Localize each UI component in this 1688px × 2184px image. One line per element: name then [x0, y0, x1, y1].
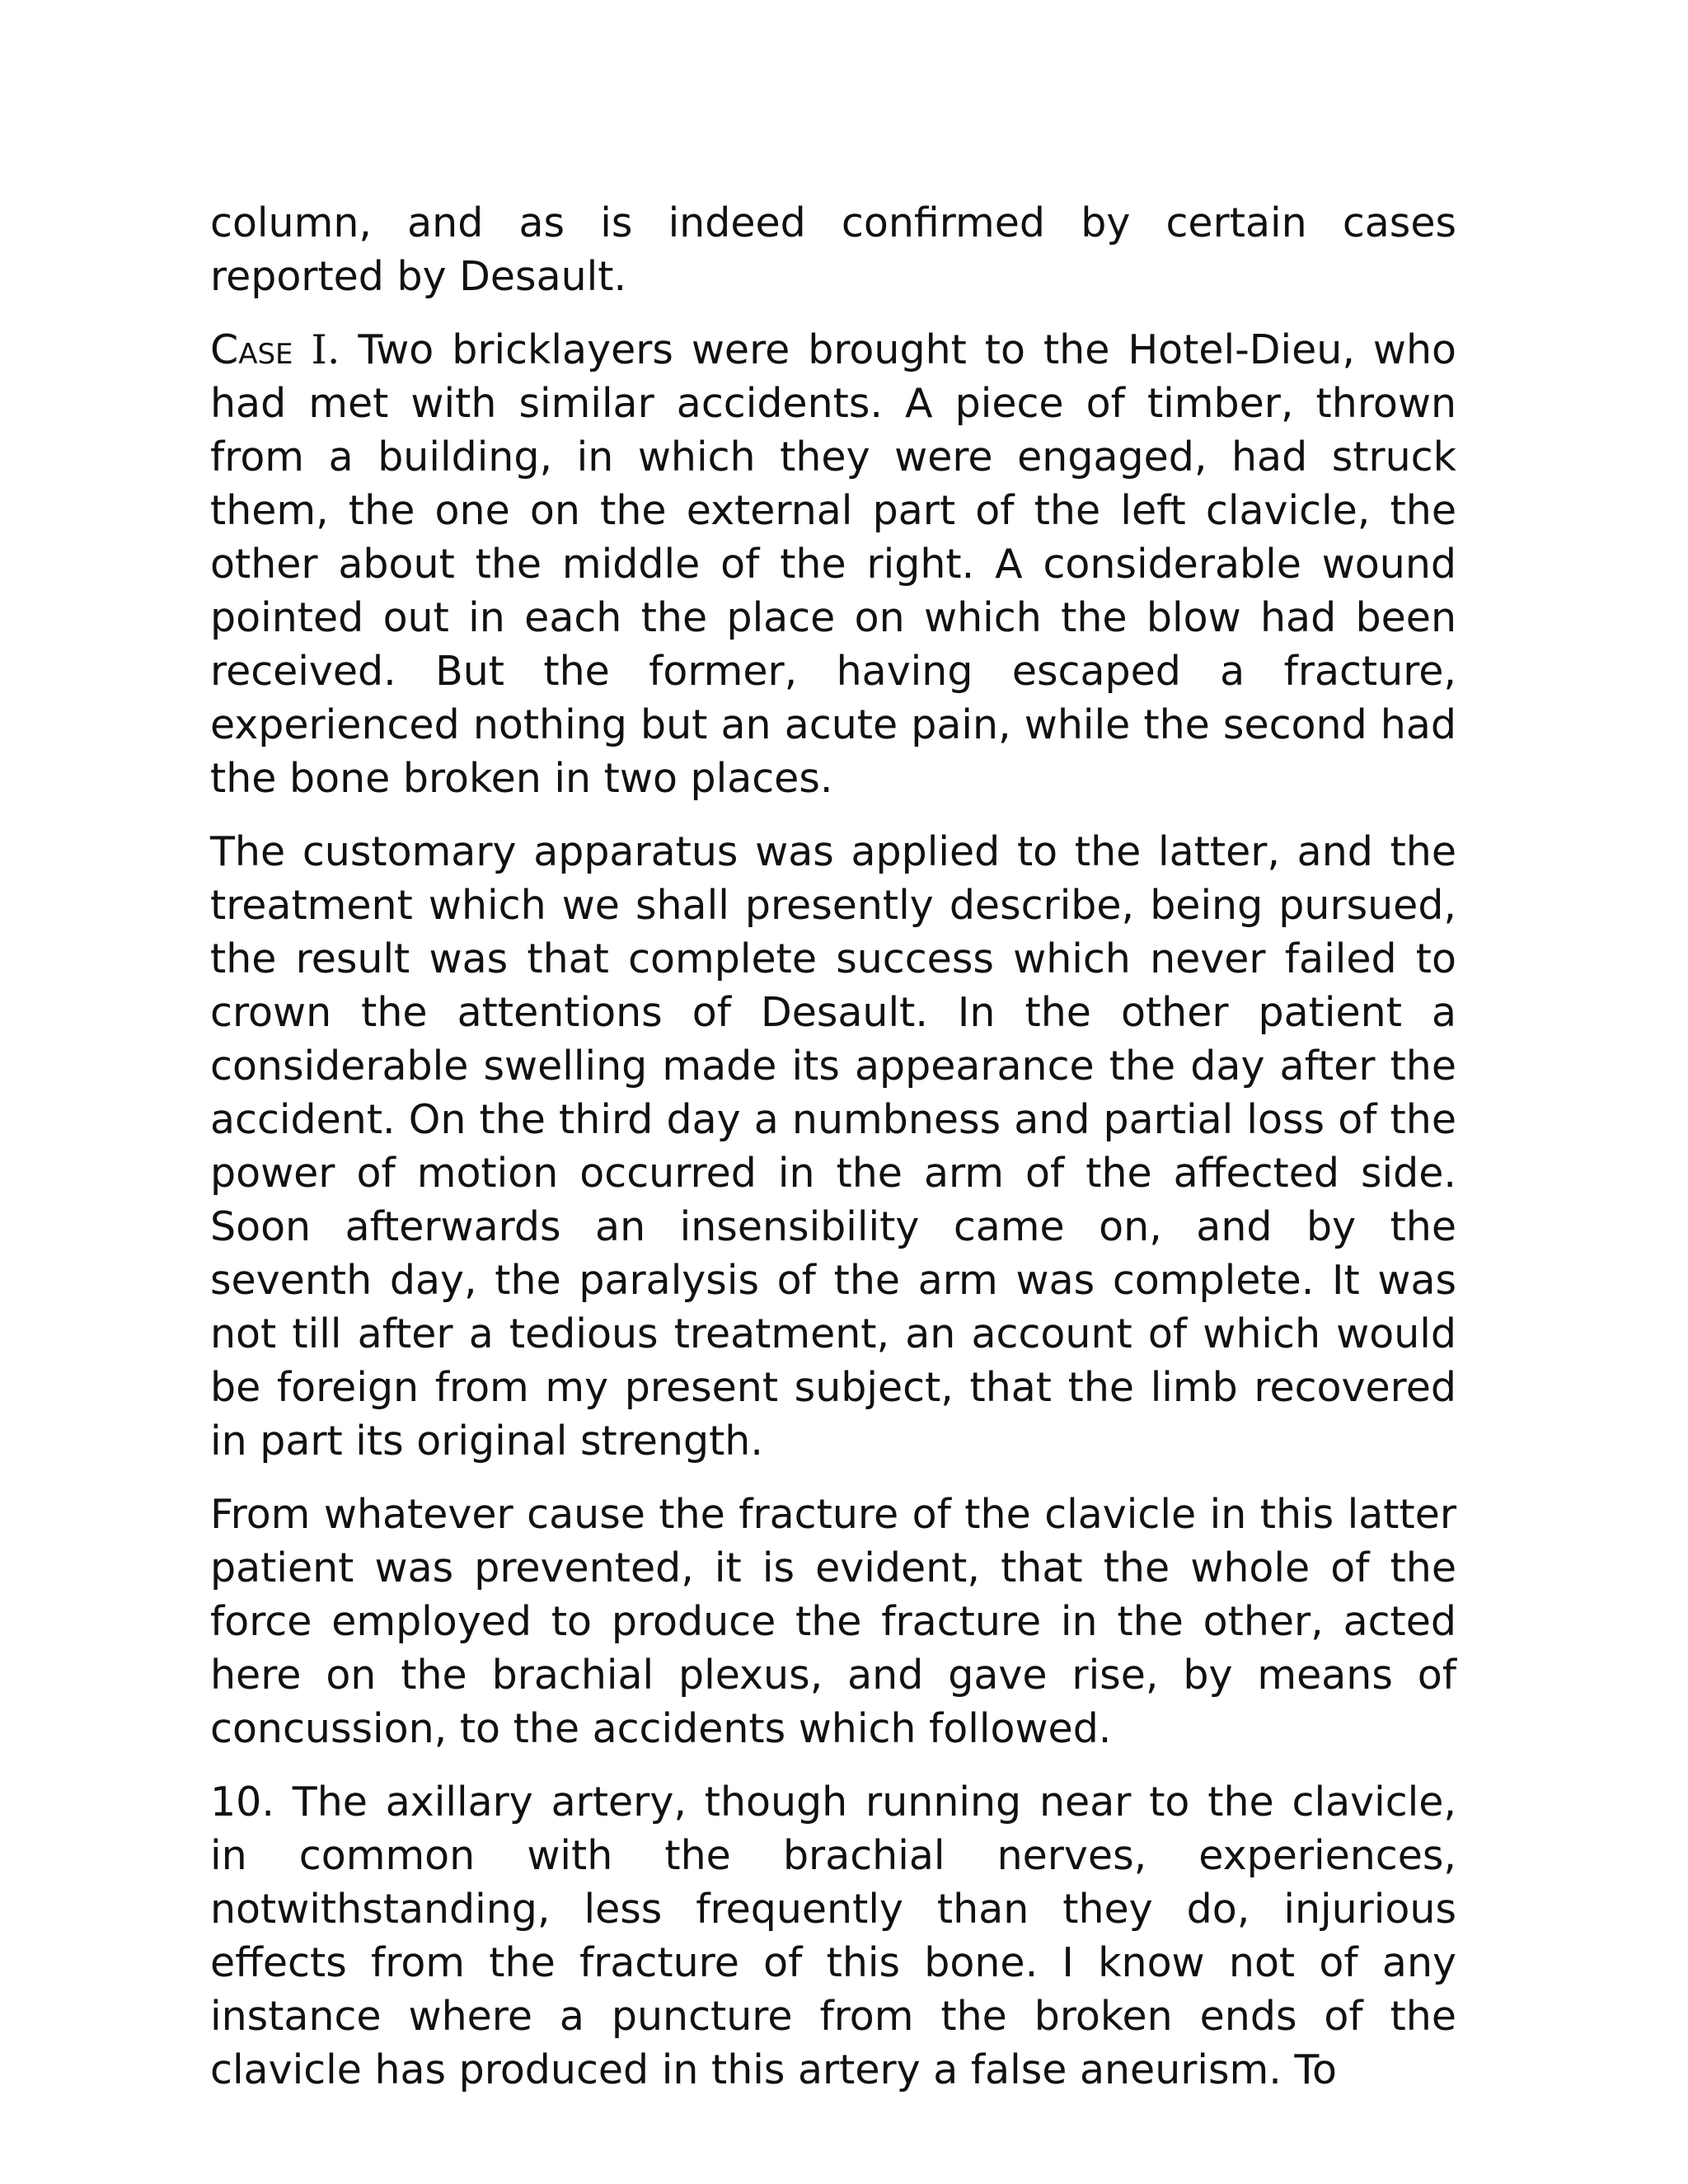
paragraph-text: The customary apparatus was applied to the latter, and the treatment which we shall presently describe, being pursued, the result was that complete success which never failed to crown the attentions of Desault. In the other patient a considerable swelling made its appearance the day after the accident. On the third day a numbness and partial loss of the power of motion occurred in the arm of the affected side. Soon afterwards an insensibility came on, and by the seventh day, the paralysis of the arm was complete. It was not till after a tedious treatment, an account of which would be foreign from my present subject, that the limb recovered in part its original strength. [210, 828, 1456, 1465]
paragraph-text: 10. The axillary artery, though running near to the clavicle, in common with the brachial nerves, experiences, notwithstanding, less frequently than they do, injurious effects from the fracture of this bone. I know not of any instance where a puncture from the broken ends of the clavicle has produced in this artery a false aneurism. To [210, 1779, 1456, 2093]
paragraph-case-one [210, 323, 1456, 805]
paragraph-text: column, and as is indeed confirmed by certain cases reported by Desault. [210, 199, 1456, 300]
paragraph-text: From whatever cause the fracture of the clavicle in this latter patient was prevented, it is evident, that the whole of the force employed to produce the fracture in the other, acted here on the brachial plexus, and gave rise, by means of concussion, to the accidents which followed. [210, 1491, 1456, 1752]
paragraph-continuation [210, 196, 1456, 303]
paragraph-axillary-artery [210, 1775, 1456, 2097]
paragraph-text: Two bricklayers were brought to the Hotel-Dieu, who had met with similar accidents. A piece of timber, thrown from a building, in which they were engaged, had struck them, the one on the external part of the left clavicle, the other about the middle of the right. A considerable wound pointed out in each the place on which the blow had been received. But the former, having escaped a fracture, experienced nothing but an acute pain, while the second had the bone broken in two places. [210, 326, 1457, 802]
document-page [210, 196, 1456, 2116]
case-number: I. [311, 326, 340, 373]
case-label: Case [210, 326, 293, 373]
paragraph-cause [210, 1488, 1456, 1755]
paragraph-treatment [210, 825, 1456, 1468]
